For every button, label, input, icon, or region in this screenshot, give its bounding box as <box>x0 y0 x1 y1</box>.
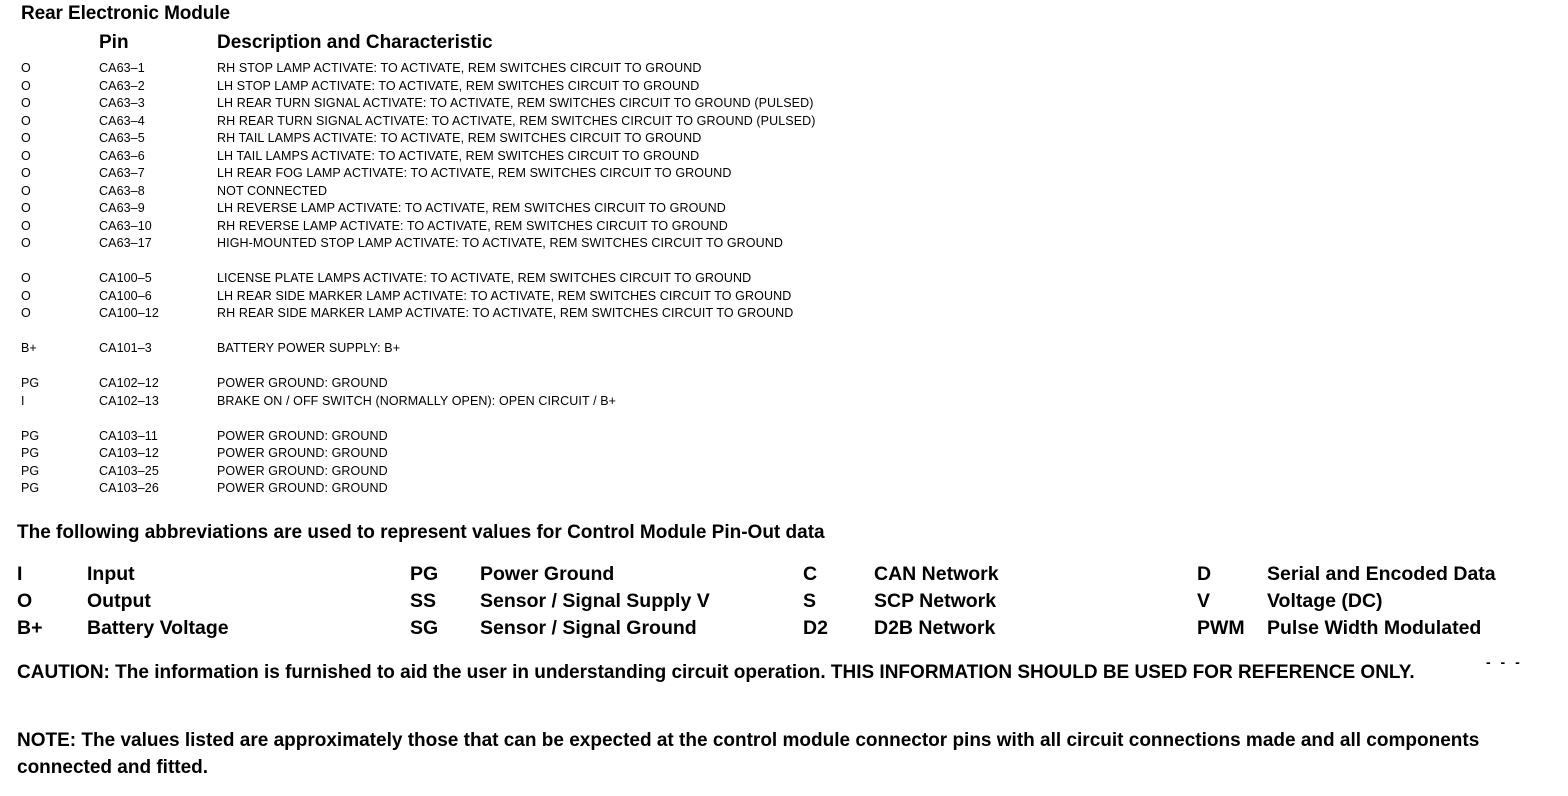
abbreviation-meaning: Power Ground <box>480 563 615 585</box>
pin-id: CA63–3 <box>99 96 145 110</box>
pin-id: CA103–11 <box>99 428 158 443</box>
pin-description: NOT CONNECTED <box>217 183 328 198</box>
pin-description: HIGH-MOUNTED STOP LAMP ACTIVATE: TO ACTIVATE, REM SWITCHES CIRCUIT TO GROUND <box>217 236 784 250</box>
pin-description: BATTERY POWER SUPPLY: B+ <box>217 341 401 355</box>
pin-id: CA63–7 <box>99 166 145 180</box>
pin-id: CA100–6 <box>99 288 152 303</box>
table-row <box>0 375 960 392</box>
table-row <box>0 148 960 165</box>
io-type: O <box>21 236 31 250</box>
abbreviation-meaning: Serial and Encoded Data <box>1267 563 1496 585</box>
table-row <box>0 200 960 217</box>
abbreviation-meaning: SCP Network <box>874 590 997 612</box>
pin-id: CA100–5 <box>99 271 152 285</box>
table-row <box>0 340 960 357</box>
pin-id: CA102–12 <box>99 376 159 390</box>
table-row <box>0 130 960 147</box>
table-row <box>0 113 960 130</box>
abbreviation-meaning: CAN Network <box>874 563 999 585</box>
abbreviation-code: D2 <box>803 617 828 639</box>
abbreviation-meaning: Battery Voltage <box>87 617 229 639</box>
pin-id: CA63–1 <box>99 61 145 75</box>
table-row <box>0 60 960 77</box>
io-type: O <box>21 96 31 110</box>
io-type: O <box>21 131 31 145</box>
pin-id: CA101–3 <box>99 341 152 355</box>
io-type: O <box>21 148 31 163</box>
pin-id: CA100–12 <box>99 306 159 320</box>
pin-description: RH STOP LAMP ACTIVATE: TO ACTIVATE, REM SWITCHES CIRCUIT TO GROUND <box>217 61 702 75</box>
pin-description: LH REVERSE LAMP ACTIVATE: TO ACTIVATE, REM SWITCHES CIRCUIT TO GROUND <box>217 201 726 215</box>
io-type: O <box>21 288 31 303</box>
io-type: PG <box>21 463 40 478</box>
pin-id: CA63–6 <box>99 148 145 163</box>
table-row <box>0 218 960 235</box>
io-type: I <box>21 393 25 408</box>
io-type: O <box>21 61 31 75</box>
pin-id: CA63–10 <box>99 218 152 233</box>
pin-id: CA103–12 <box>99 446 159 460</box>
table-row <box>0 235 960 252</box>
io-type: B+ <box>21 341 37 355</box>
pin-id: CA63–8 <box>99 183 145 198</box>
io-type: PG <box>21 376 40 390</box>
pin-description: POWER GROUND: GROUND <box>217 376 388 390</box>
table-row <box>0 183 960 200</box>
abbreviation-code: V <box>1197 590 1211 612</box>
pin-id: CA63–17 <box>99 236 152 250</box>
pin-id: CA63–4 <box>99 113 145 128</box>
note-text: NOTE: The values listed are approximately those that can be expected at the control module connector pins with all circuit connections made and all components connected and fitted. <box>17 730 1480 778</box>
abbreviation-code: B+ <box>17 617 43 639</box>
io-type: PG <box>21 446 40 460</box>
abbreviation-code: I <box>17 563 23 585</box>
caution-trailing-marks: - - - <box>1486 654 1523 670</box>
pin-description: LH STOP LAMP ACTIVATE: TO ACTIVATE, REM SWITCHES CIRCUIT TO GROUND <box>217 78 700 93</box>
table-row <box>0 270 960 287</box>
description-column-header: Description and Characteristic <box>217 32 493 53</box>
abbreviation-code: O <box>17 590 33 612</box>
pin-description: LH REAR FOG LAMP ACTIVATE: TO ACTIVATE, REM SWITCHES CIRCUIT TO GROUND <box>217 166 732 180</box>
io-type: O <box>21 201 31 215</box>
table-row <box>0 445 960 462</box>
abbreviation-meaning: Input <box>87 563 135 585</box>
pin-id: CA63–9 <box>99 201 145 215</box>
io-type: O <box>21 113 31 128</box>
table-row <box>0 165 960 182</box>
pin-description: RH TAIL LAMPS ACTIVATE: TO ACTIVATE, REM SWITCHES CIRCUIT TO GROUND <box>217 131 702 145</box>
abbreviation-code: S <box>803 590 817 612</box>
io-type: PG <box>21 428 40 443</box>
abbreviation-meaning: Sensor / Signal Supply V <box>480 590 710 612</box>
page-title: Rear Electronic Module <box>21 3 230 24</box>
pin-description: POWER GROUND: GROUND <box>217 463 388 478</box>
table-row <box>0 305 960 322</box>
io-type: O <box>21 166 31 180</box>
pin-description: LH REAR SIDE MARKER LAMP ACTIVATE: TO ACTIVATE, REM SWITCHES CIRCUIT TO GROUND <box>217 288 792 303</box>
abbreviation-code: PWM <box>1197 617 1245 639</box>
pin-description: POWER GROUND: GROUND <box>217 481 388 495</box>
io-type: O <box>21 183 31 198</box>
pin-description: LH TAIL LAMPS ACTIVATE: TO ACTIVATE, REM SWITCHES CIRCUIT TO GROUND <box>217 148 700 163</box>
pin-id: CA103–26 <box>99 481 159 495</box>
abbreviation-meaning: Sensor / Signal Ground <box>480 617 697 639</box>
pin-description: BRAKE ON / OFF SWITCH (NORMALLY OPEN): OPEN CIRCUIT / B+ <box>217 393 617 408</box>
pin-description: RH REVERSE LAMP ACTIVATE: TO ACTIVATE, REM SWITCHES CIRCUIT TO GROUND <box>217 218 728 233</box>
caution-text: CAUTION: The information is furnished to aid the user in understanding circuit operation. THIS INFORMATION SHOULD BE USED FOR REFERENCE ONLY. <box>17 662 1415 683</box>
table-row <box>0 463 960 480</box>
pin-id: CA102–13 <box>99 393 159 408</box>
abbreviation-code: SG <box>410 617 439 639</box>
pin-id: CA103–25 <box>99 463 159 478</box>
pin-description: RH REAR SIDE MARKER LAMP ACTIVATE: TO ACTIVATE, REM SWITCHES CIRCUIT TO GROUND <box>217 306 794 320</box>
io-type: O <box>21 78 31 93</box>
abbreviation-code: PG <box>410 563 439 585</box>
table-row <box>0 78 960 95</box>
pin-id: CA63–5 <box>99 131 145 145</box>
table-row <box>0 428 960 445</box>
table-row <box>0 288 960 305</box>
pin-description: LH REAR TURN SIGNAL ACTIVATE: TO ACTIVATE, REM SWITCHES CIRCUIT TO GROUND (PULSED) <box>217 96 814 110</box>
abbreviation-code: SS <box>410 590 437 612</box>
table-row <box>0 393 960 410</box>
table-row <box>0 480 960 497</box>
pin-id: CA63–2 <box>99 78 145 93</box>
abbreviation-meaning: Voltage (DC) <box>1267 590 1383 612</box>
abbreviation-meaning: Pulse Width Modulated <box>1267 617 1482 639</box>
abbreviation-code: C <box>803 563 818 585</box>
pin-description: POWER GROUND: GROUND <box>217 428 388 443</box>
table-row <box>0 95 960 112</box>
io-type: O <box>21 306 31 320</box>
pin-description: RH REAR TURN SIGNAL ACTIVATE: TO ACTIVATE, REM SWITCHES CIRCUIT TO GROUND (PULSED) <box>217 113 816 128</box>
abbreviation-code: D <box>1197 563 1212 585</box>
io-type: O <box>21 271 31 285</box>
pin-column-header: Pin <box>99 32 129 53</box>
abbreviations-intro: The following abbreviations are used to represent values for Control Module Pin-Out data <box>17 522 825 543</box>
io-type: PG <box>21 481 40 495</box>
abbreviation-meaning: Output <box>87 590 151 612</box>
abbreviation-meaning: D2B Network <box>874 617 996 639</box>
pin-description: LICENSE PLATE LAMPS ACTIVATE: TO ACTIVATE, REM SWITCHES CIRCUIT TO GROUND <box>217 271 752 285</box>
pin-description: POWER GROUND: GROUND <box>217 446 388 460</box>
io-type: O <box>21 218 31 233</box>
